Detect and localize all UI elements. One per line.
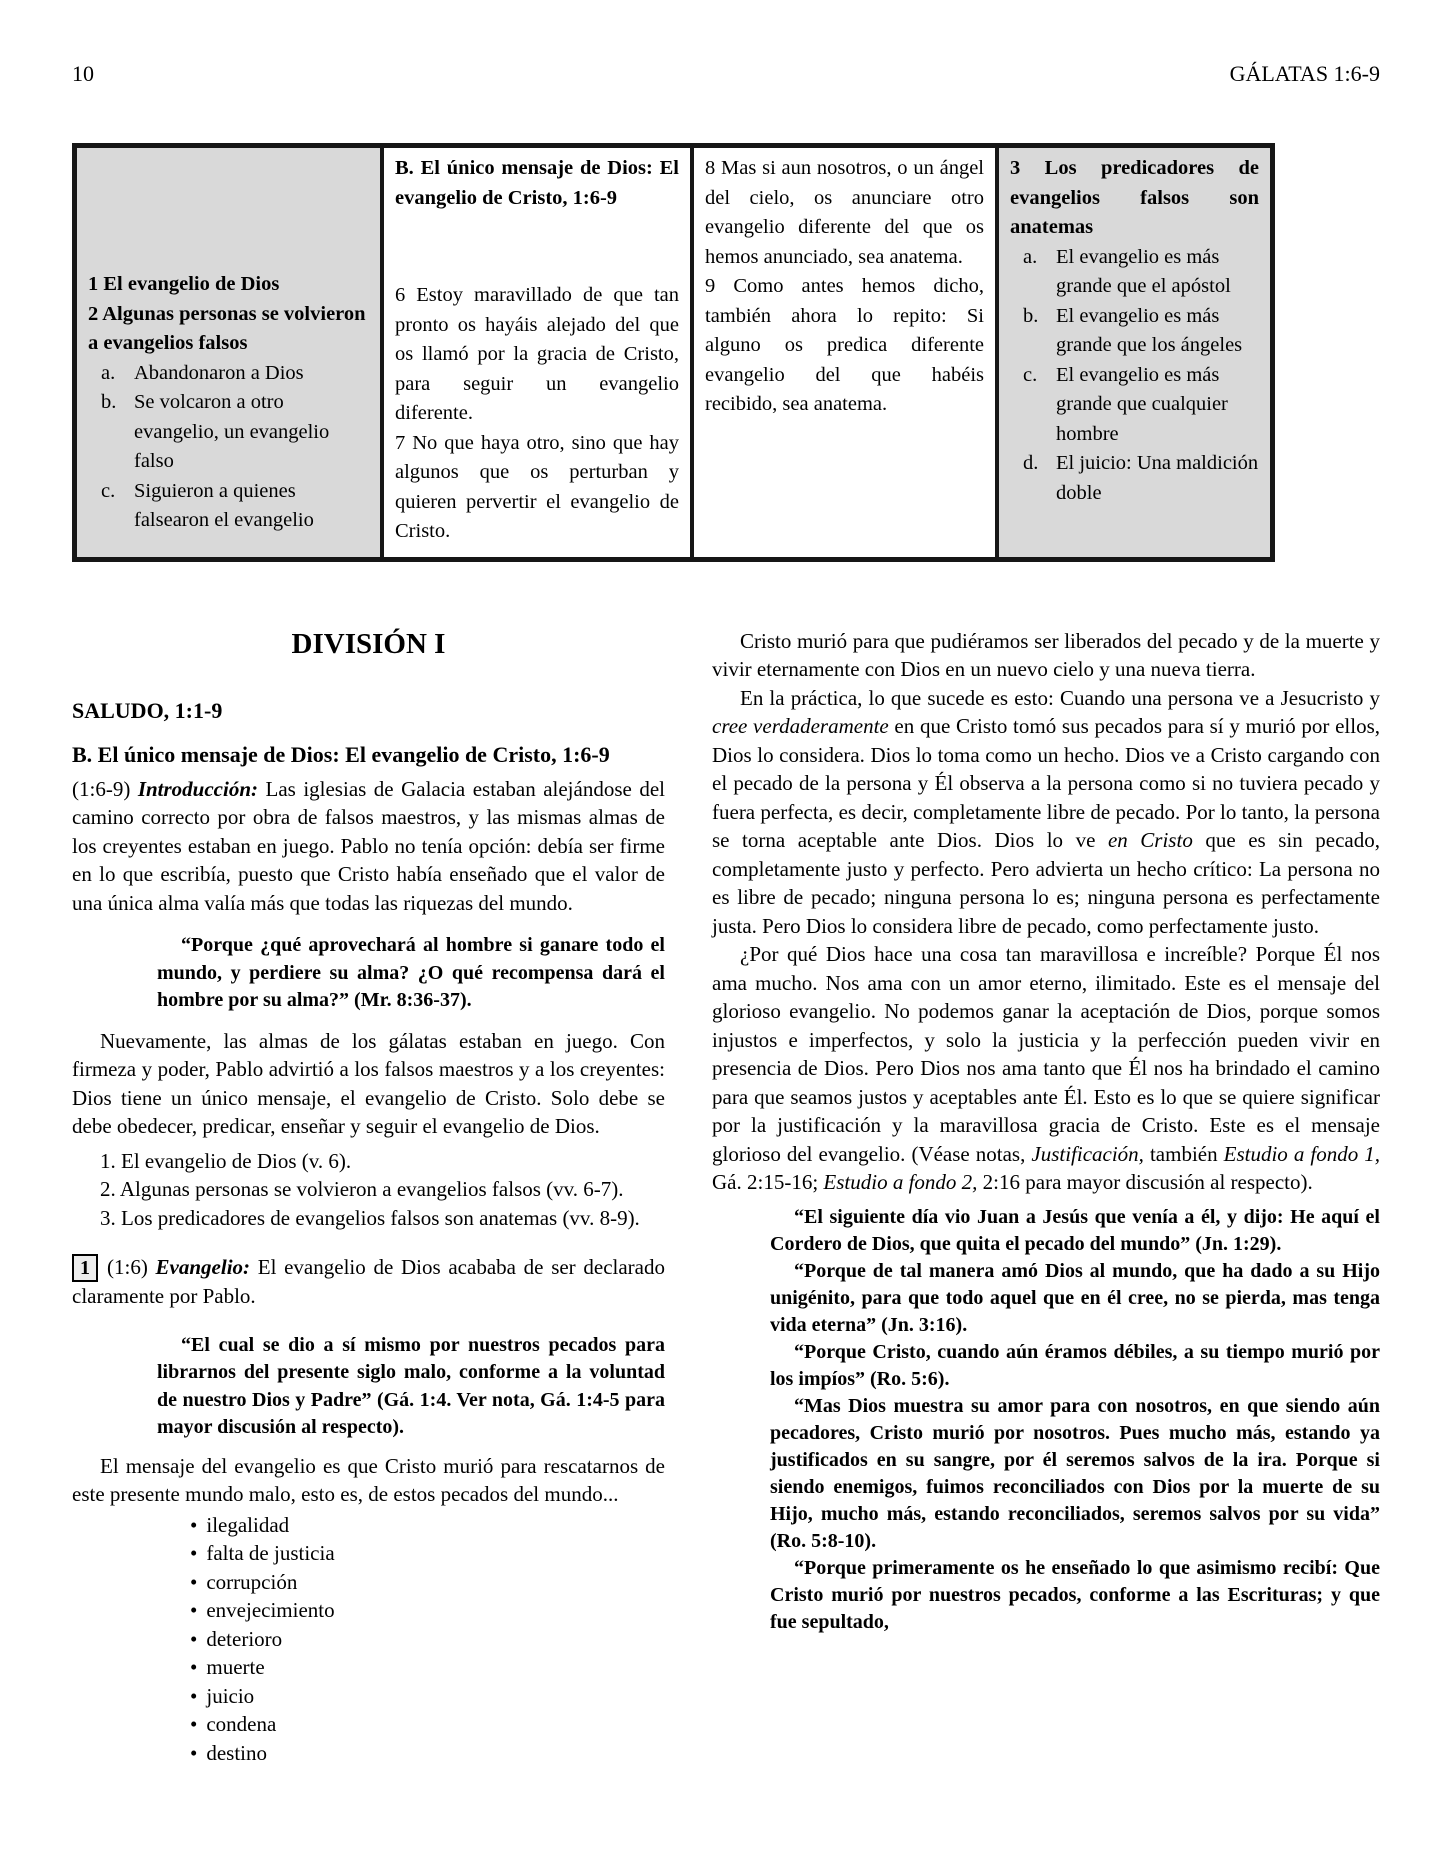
section-heading: B. El único mensaje de Dios: El evangelio de Cristo, 1:6-9 — [72, 741, 610, 767]
outline-item-text: El evangelio es más grande que cualquier hombre — [1056, 363, 1228, 445]
body-paragraph: Cristo murió para que pudiéramos ser liberados del pecado y de la muerte y vivir eternamente con Dios en un nuevo cielo y una nueva tierra. — [712, 628, 1380, 681]
outline-cell-point-3 — [995, 148, 1270, 557]
outline-item — [88, 359, 369, 389]
outline-item — [1010, 243, 1259, 302]
bullet-item — [190, 1568, 665, 1597]
bullet-icon: • — [190, 1740, 198, 1765]
bullet-icon: • — [190, 1512, 198, 1537]
scripture-verse-7: 7 No que haya otro, sino que hay algunos que os perturban y quieren pervertir el evangelio de Cristo. — [395, 431, 679, 542]
outline-point-heading: 1 El evangelio de Dios — [88, 273, 280, 295]
bullet-item — [190, 1511, 665, 1540]
division-title: DIVISIÓN I — [291, 627, 446, 660]
bullet-icon: • — [190, 1683, 198, 1708]
running-head: GÁLATAS 1:6-9 — [1229, 61, 1380, 86]
scripture-verse-6: 6 Estoy maravillado de que tan pronto os hayáis alejado del que os llamó por la gracia de Cristo, para seguir un evangelio diferente. — [395, 284, 679, 424]
bullet-icon: • — [190, 1655, 198, 1679]
scripture-quote-jn-1-29: “El siguiente día vio Juan a Jesús que venía a él, y dijo: He aquí el Cordero de Dios, que quita el pecado del mundo” (Jn. 1:29). — [770, 1205, 1380, 1255]
bullet-text: falta de justicia — [206, 1541, 335, 1565]
outline-item — [1010, 449, 1259, 508]
bullet-icon: • — [190, 1541, 198, 1565]
bullet-item — [190, 1739, 665, 1768]
outline-item — [88, 477, 369, 536]
bullet-item — [190, 1539, 665, 1568]
bullet-text: ilegalidad — [206, 1512, 290, 1537]
note-text: (1:6) Evangelio: El evangelio de Dios acababa de ser declarado claramente por Pablo. — [72, 1255, 665, 1308]
outline-item-text: Siguieron a quienes falsearon el evangelio — [134, 479, 314, 531]
outline-point-heading: 3 Los predicadores de evangelios falsos son anatemas — [1010, 157, 1259, 238]
scripture-cell-vv6-7 — [380, 148, 690, 557]
scripture-quote-jn-3-16: “Porque de tal manera amó Dios al mundo, que ha dado a su Hijo unigénito, para que todo aquel que en él cree, no se pierda, mas tenga vida eterna” (Jn. 3:16). — [770, 1259, 1380, 1336]
note-paragraph — [72, 1253, 665, 1311]
right-column — [712, 627, 1380, 1768]
outline-item-mark: d. — [1023, 452, 1039, 474]
outline-item-mark: c. — [101, 479, 116, 502]
outline-item-mark: a. — [101, 361, 116, 384]
bullet-text: muerte — [206, 1655, 265, 1679]
scripture-section-heading: B. El único mensaje de Dios: El evangelio de Cristo, 1:6-9 — [395, 157, 679, 209]
outline-scripture-table — [72, 143, 1275, 562]
outline-item — [1010, 361, 1259, 450]
left-column — [72, 627, 665, 1768]
bullet-icon: • — [190, 1598, 198, 1622]
intro-paragraph: (1:6-9) Introducción: Las iglesias de Galacia estaban alejándose del camino correcto por obra de falsos maestros, y las mismas almas de los creyentes estaban en juego. Pablo no tenía opción: debía ser firme en lo que escribía, puesto que Cristo había enseñado que el valor de una única alma valía más que todas las riquezas del mundo. — [72, 776, 665, 915]
saludo-heading: SALUDO, 1:1-9 — [72, 697, 223, 723]
scripture-quote-ro-5-6: “Porque Cristo, cuando aún éramos débiles, a su tiempo murió por los impíos” (Ro. 5:6). — [770, 1340, 1380, 1390]
bullet-item — [190, 1682, 665, 1711]
outline-summary-list — [100, 1147, 665, 1233]
outline-item-mark: a. — [1023, 245, 1038, 268]
scripture-cell-vv8-9 — [690, 148, 995, 557]
bullet-item — [190, 1653, 665, 1682]
bullet-text: envejecimiento — [206, 1598, 335, 1622]
outline-list-item: 1. El evangelio de Dios (v. 6). — [100, 1148, 352, 1173]
outline-item-mark: c. — [1023, 363, 1038, 386]
body-paragraph: Nuevamente, las almas de los gálatas estaban en juego. Con firmeza y poder, Pablo advirtió a los falsos maestros y a los creyentes: Dios tiene un único mensaje, el evangelio de Cristo. Solo debe se debe obedecer, predicar, enseñar y seguir el evangelio de Dios. — [72, 1028, 665, 1138]
outline-item-text: El evangelio es más grande que el apóstol — [1056, 245, 1231, 297]
outline-list-item: 2. Algunas personas se volvieron a evangelios falsos (vv. 6-7). — [100, 1177, 624, 1201]
bullet-item — [190, 1710, 665, 1739]
scripture-verse-9: 9 Como antes hemos dicho, también ahora lo repito: Si alguno os predica diferente evangelio del que habéis recibido, sea anatema. — [705, 275, 984, 415]
bullet-icon: • — [190, 1569, 198, 1594]
scripture-quote-ro-5-8-10: “Mas Dios muestra su amor para con nosotros, en que siendo aún pecadores, Cristo murió por nosotros. Pues mucho más, estando ya justificados en su sangre, por él seremos salvos de la ira. Porque si siendo enemigos, fuimos reconciliados con Dios por la muerte de su Hijo, mucho más, estando reconciliados, seremos salvos por su vida” (Ro. 5:8-10). — [770, 1394, 1380, 1552]
body-paragraph: En la práctica, lo que sucede es esto: Cuando una persona ve a Jesucristo y cree verdaderamente en que Cristo tomó sus pecados para sí y murió por ellos, Dios lo considera. Dios lo toma como un hecho. Dios ve a Cristo cargando con el pecado de la persona y Él observa a la persona como si no tuviera pecado y fuera perfecta, es decir, completamente libre de pecado. Por lo tanto, la persona se torna aceptable ante Dios. Dios lo ve en Cristo que es sin pecado, completamente justo y perfecto. Pero advierta un hecho crítico: La persona no es libre de pecado; ninguna persona lo es; ninguna persona es perfectamente justa. Pero Dios lo considera libre de pecado, como perfectamente justo. — [712, 685, 1381, 938]
bullet-icon: • — [190, 1712, 198, 1736]
scripture-quote-ga-1-4: “El cual se dio a sí mismo por nuestros pecados para librarnos del presente siglo malo, conforme a la voluntad de nuestro Dios y Padre” (Gá. 1:4. Ver nota, Gá. 1:4-5 para mayor discusión al respecto). — [157, 1333, 665, 1438]
outline-item-text: El evangelio es más grande que los ángeles — [1056, 304, 1243, 356]
body-paragraph: El mensaje del evangelio es que Cristo murió para rescatarnos de este presente mundo malo, esto es, de estos pecados del mundo... — [72, 1453, 665, 1506]
scripture-verse-8: 8 Mas si aun nosotros, o un ángel del cielo, os anunciare otro evangelio diferente del que os hemos anunciado, sea anatema. — [705, 157, 984, 268]
sin-bullet-list — [190, 1511, 665, 1768]
scripture-quote-1co-15: “Porque primeramente os he enseñado lo que asimismo recibí: Que Cristo murió por nuestros pecados, conforme a las Escrituras; y que fue sepultado, — [770, 1556, 1380, 1633]
bullet-text: condena — [206, 1712, 277, 1736]
outline-point-heading: 2 Algunas personas se volvieron a evangelios falsos — [88, 302, 366, 354]
scripture-quote-mr-8-36: “Porque ¿qué aprovechará al hombre si ganare todo el mundo, y perdiere su alma? ¿O qué recompensa dará el hombre por su alma?” (Mr. 8:36-37). — [157, 934, 665, 1011]
outline-item — [1010, 302, 1259, 361]
outline-item-mark: b. — [101, 391, 117, 413]
outline-list-item: 3. Los predicadores de evangelios falsos son anatemas (vv. 8-9). — [100, 1205, 640, 1230]
bullet-text: juicio — [206, 1683, 255, 1708]
bullet-text: destino — [206, 1740, 268, 1765]
outline-item — [88, 388, 369, 477]
page-number: 10 — [72, 61, 94, 86]
outline-cell-content — [88, 154, 369, 536]
outline-item-text: Abandonaron a Dios — [134, 361, 304, 384]
outline-item-text: Se volcaron a otro evangelio, un evangelio falso — [134, 391, 330, 472]
bullet-item — [190, 1625, 665, 1654]
bullet-item — [190, 1596, 665, 1625]
page-header — [72, 62, 1380, 86]
page-body — [72, 627, 1380, 1768]
body-paragraph: ¿Por qué Dios hace una cosa tan maravillosa e increíble? Porque Él nos ama mucho. Nos ama con un amor eterno, ilimitado. Este es el mensaje del glorioso evangelio. No podemos ganar la aceptación de Dios, porque somos injustos e imperfectos, y solo la justicia y la perfección pueden vivir en presencia de Dios. Pero Dios nos ama tanto que Él nos ha brindado el camino para que seamos justos y aceptables ante Él. Esto es lo que se quiere significar por la justificación y la maravillosa gracia de Cristo. Este es el mensaje glorioso del evangelio. (Véase notas, Justificación, también Estudio a fondo 1, Gá. 2:15-16; Estudio a fondo 2, 2:16 para mayor discusión al respecto). — [712, 942, 1380, 1194]
outline-item-mark: b. — [1023, 304, 1039, 327]
bullet-icon: • — [190, 1626, 198, 1651]
note-number-box: 1 — [72, 1254, 98, 1282]
bullet-text: deterioro — [206, 1626, 283, 1651]
column-gap — [665, 627, 712, 1768]
bullet-text: corrupción — [206, 1569, 298, 1594]
outline-item-text: El juicio: Una maldición doble — [1056, 452, 1259, 504]
outline-cell-points-1-2 — [77, 148, 380, 557]
